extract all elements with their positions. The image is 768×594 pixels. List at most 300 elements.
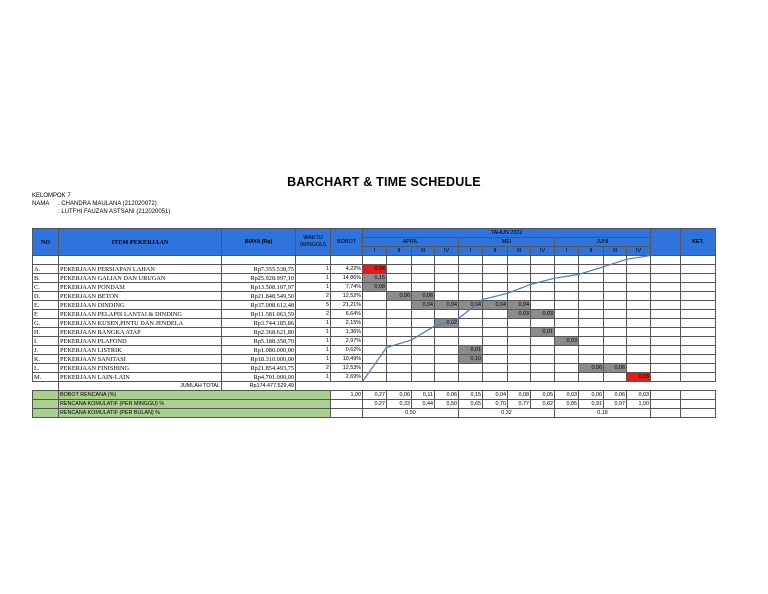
row-waktu: 1 [296, 337, 331, 346]
header-item: ITEM PEKERJAAN [59, 229, 222, 256]
row-blank [651, 301, 681, 310]
spacer-cell [33, 256, 59, 265]
schedule-cell: 0,03 [627, 373, 651, 382]
header-week: III [508, 247, 531, 256]
row-no: K. [33, 355, 59, 364]
schedule-cell [604, 319, 627, 328]
header-month: MEI [459, 238, 555, 247]
schedule-cell [627, 355, 651, 364]
schedule-cell [412, 283, 435, 292]
schedule-cell [555, 310, 579, 319]
row-item: PEKERJAAN BETON [59, 292, 222, 301]
schedule-cell: 0,03 [508, 310, 531, 319]
row-item: PEKERJAAN PLAFOND [59, 337, 222, 346]
schedule-cell [508, 355, 531, 364]
schedule-cell [412, 364, 435, 373]
bobot-rencana-value: 0,05 [531, 391, 555, 400]
schedule-cell [435, 346, 459, 355]
schedule-cell [483, 310, 508, 319]
row-biaya: Rp21.848.549,50 [222, 292, 296, 301]
schedule-cell [459, 292, 483, 301]
row-bobot: 4,22% [331, 265, 363, 274]
bobot-rencana-label: BOBOT RENCANA (%) [59, 391, 331, 400]
jumlah-empty [604, 382, 627, 391]
row-waktu: 1 [296, 319, 331, 328]
jumlah-empty [412, 382, 435, 391]
kom-minggu-value: 0,33 [387, 400, 412, 409]
schedule-cell [459, 337, 483, 346]
schedule-cell [627, 310, 651, 319]
schedule-cell [555, 355, 579, 364]
schedule-cell [459, 364, 483, 373]
schedule-cell [412, 337, 435, 346]
schedule-cell [483, 355, 508, 364]
kom-bulan-total [331, 409, 363, 418]
row-ket [681, 364, 716, 373]
schedule-cell [579, 319, 604, 328]
schedule-cell [483, 319, 508, 328]
row-no: H. [33, 328, 59, 337]
schedule-cell [579, 301, 604, 310]
schedule-cell [627, 319, 651, 328]
schedule-cell [579, 292, 604, 301]
schedule-cell [531, 319, 555, 328]
row-bobot: 1,36% [331, 328, 363, 337]
bobot-rencana-total: 1,00 [331, 391, 363, 400]
schedule-cell: 0,04 [412, 301, 435, 310]
schedule-cell [627, 292, 651, 301]
bobot-rencana-value: 0,04 [483, 391, 508, 400]
spacer-cell [579, 256, 604, 265]
bobot-rencana-value: 0,27 [363, 391, 387, 400]
row-ket [681, 355, 716, 364]
schedule-cell [387, 364, 412, 373]
jumlah-empty [483, 382, 508, 391]
table-row [33, 346, 716, 355]
schedule-cell [483, 328, 508, 337]
kom-minggu-no [33, 400, 59, 409]
kom-minggu-value: 0,44 [412, 400, 435, 409]
schedule-cell [604, 265, 627, 274]
row-ket [681, 337, 716, 346]
row-biaya: Rp37.008.612,48 [222, 301, 296, 310]
schedule-cell [412, 346, 435, 355]
row-bobot: 2,69% [331, 373, 363, 382]
header-bobot: BOBOT [331, 229, 363, 256]
schedule-cell: 0,01 [531, 328, 555, 337]
schedule-cell [412, 355, 435, 364]
row-item: PEKERJAAN PERSIAPAN LAHAN [59, 265, 222, 274]
header-week: II [387, 247, 412, 256]
row-biaya: Rp7.355.538,75 [222, 265, 296, 274]
row-biaya: Rp2.368.621,80 [222, 328, 296, 337]
bobot-rencana-value: 0,03 [627, 391, 651, 400]
schedule-cell [435, 337, 459, 346]
schedule-cell [604, 283, 627, 292]
header-week: II [579, 247, 604, 256]
kom-bulan-value: 0,18 [555, 409, 651, 418]
schedule-cell: 0,15 [363, 274, 387, 283]
schedule-cell [412, 328, 435, 337]
schedule-cell [579, 274, 604, 283]
schedule-cell [483, 283, 508, 292]
schedule-cell [483, 292, 508, 301]
schedule-cell [363, 319, 387, 328]
header-week: III [604, 247, 627, 256]
schedule-cell [363, 301, 387, 310]
jumlah-empty [579, 382, 604, 391]
schedule-cell: 0,02 [435, 319, 459, 328]
schedule-cell [579, 265, 604, 274]
bobot-rencana-no [33, 391, 59, 400]
schedule-cell [579, 337, 604, 346]
schedule-cell [555, 265, 579, 274]
schedule-cell: 0,03 [531, 310, 555, 319]
spacer-cell [627, 256, 651, 265]
bobot-rencana-value: 0,11 [412, 391, 435, 400]
spacer-cell [296, 256, 331, 265]
row-item: PEKERJAAN LISTRIK [59, 346, 222, 355]
table-row [33, 364, 716, 373]
schedule-cell [508, 328, 531, 337]
schedule-cell: 0,04 [483, 301, 508, 310]
row-no: M. [33, 373, 59, 382]
kom-bulan-ket [681, 409, 716, 418]
row-blank [651, 274, 681, 283]
schedule-cell [483, 364, 508, 373]
row-biaya: Rp21.854.493,75 [222, 364, 296, 373]
row-item: PEKERJAAN PELAPIS LANTAI & DINDING [59, 310, 222, 319]
schedule-cell [387, 274, 412, 283]
schedule-cell [363, 292, 387, 301]
row-blank [651, 328, 681, 337]
row-blank [651, 337, 681, 346]
row-ket [681, 373, 716, 382]
schedule-cell [627, 283, 651, 292]
row-bobot: 0,62% [331, 346, 363, 355]
bobot-rencana-value: 0,06 [579, 391, 604, 400]
schedule-cell: 0,06 [387, 292, 412, 301]
schedule-cell [387, 373, 412, 382]
schedule-cell [508, 373, 531, 382]
row-item: PEKERJAAN SANITASI [59, 355, 222, 364]
spacer-cell [222, 256, 296, 265]
header-waktu: WAKTU (MINGGU) [296, 229, 331, 256]
spacer-cell [435, 256, 459, 265]
schedule-cell [459, 274, 483, 283]
schedule-cell: 0,04 [459, 301, 483, 310]
spacer-cell [459, 256, 483, 265]
schedule-cell [435, 274, 459, 283]
table-row [33, 373, 716, 382]
schedule-cell [579, 355, 604, 364]
spacer-cell [387, 256, 412, 265]
row-blank [651, 355, 681, 364]
row-no: J. [33, 346, 59, 355]
spacer-cell [681, 256, 716, 265]
kom-minggu-value: 0,82 [531, 400, 555, 409]
schedule-cell [435, 265, 459, 274]
spacer-cell [483, 256, 508, 265]
row-blank [651, 373, 681, 382]
member-name-2: : LUTFHI FAUZAN ASTSANI (212020051) [58, 209, 171, 215]
kom-minggu-value: 0,70 [483, 400, 508, 409]
row-biaya: Rp4.701.000,00 [222, 373, 296, 382]
schedule-cell [627, 328, 651, 337]
jumlah-no [33, 382, 59, 391]
schedule-cell [508, 337, 531, 346]
schedule-cell [555, 328, 579, 337]
schedule-cell [483, 265, 508, 274]
schedule-cell [604, 328, 627, 337]
jumlah-empty [331, 382, 363, 391]
row-bobot: 6,64% [331, 310, 363, 319]
row-ket [681, 319, 716, 328]
schedule-cell: 0,04 [435, 301, 459, 310]
schedule-cell [508, 346, 531, 355]
table-row [33, 328, 716, 337]
schedule-cell [579, 373, 604, 382]
row-waktu: 1 [296, 265, 331, 274]
schedule-cell [387, 283, 412, 292]
schedule-cell [435, 364, 459, 373]
schedule-cell [435, 355, 459, 364]
schedule-cell [555, 274, 579, 283]
row-waktu: 1 [296, 328, 331, 337]
schedule-cell [459, 319, 483, 328]
row-biaya: Rp3.744.185,86 [222, 319, 296, 328]
row-no: B. [33, 274, 59, 283]
schedule-cell [604, 310, 627, 319]
header-week: II [483, 247, 508, 256]
row-item: PEKERJAAN FINISHING [59, 364, 222, 373]
schedule-cell [412, 265, 435, 274]
schedule-cell [555, 292, 579, 301]
spacer-cell [604, 256, 627, 265]
kom-minggu-value: 0,50 [435, 400, 459, 409]
table-row [33, 265, 716, 274]
row-no: C. [33, 283, 59, 292]
row-bobot: 12,52% [331, 292, 363, 301]
row-ket [681, 265, 716, 274]
header-week: IV [435, 247, 459, 256]
schedule-cell [555, 373, 579, 382]
schedule-cell [387, 310, 412, 319]
jumlah-value: Rp174.477.529,49 [222, 382, 296, 391]
row-item: PEKERJAAN DINDING [59, 301, 222, 310]
kom-bulan-blank [651, 409, 681, 418]
table-row [33, 283, 716, 292]
row-ket [681, 328, 716, 337]
row-no: I. [33, 337, 59, 346]
schedule-cell [387, 346, 412, 355]
row-no: D. [33, 292, 59, 301]
schedule-cell [459, 265, 483, 274]
row-blank [651, 265, 681, 274]
schedule-cell [579, 328, 604, 337]
schedule-cell [459, 373, 483, 382]
row-ket [681, 292, 716, 301]
row-waktu: 2 [296, 292, 331, 301]
schedule-cell [363, 355, 387, 364]
schedule-cell [555, 283, 579, 292]
schedule-cell [412, 373, 435, 382]
jumlah-empty [459, 382, 483, 391]
jumlah-empty [296, 382, 331, 391]
jumlah-empty [531, 382, 555, 391]
table-row [33, 319, 716, 328]
member-name-1: : CHANDRA MAULANA (212020072) [58, 201, 157, 207]
schedule-cell [579, 310, 604, 319]
schedule-cell [508, 283, 531, 292]
spacer-cell [555, 256, 579, 265]
kom-minggu-blank [651, 400, 681, 409]
row-blank [651, 346, 681, 355]
kom-bulan-label: RENCANA KOMULATIF (PER BULAN) % [59, 409, 331, 418]
row-bobot: 2,15% [331, 319, 363, 328]
bobot-rencana-value: 0,15 [459, 391, 483, 400]
schedule-cell [483, 373, 508, 382]
schedule-cell [483, 337, 508, 346]
schedule-cell [363, 346, 387, 355]
schedule-cell [508, 292, 531, 301]
schedule-cell: 0,08 [363, 283, 387, 292]
schedule-cell [627, 364, 651, 373]
schedule-cell [412, 310, 435, 319]
jumlah-empty [681, 382, 716, 391]
nama-label: NAMA [32, 201, 50, 207]
row-waktu: 1 [296, 373, 331, 382]
jumlah-empty [508, 382, 531, 391]
row-bobot: 14,86% [331, 274, 363, 283]
schedule-cell [508, 265, 531, 274]
schedule-cell [531, 364, 555, 373]
row-biaya: Rp1.080.000,00 [222, 346, 296, 355]
schedule-cell [604, 292, 627, 301]
schedule-cell: 0,04 [508, 301, 531, 310]
row-ket [681, 283, 716, 292]
row-blank [651, 292, 681, 301]
schedule-cell [604, 337, 627, 346]
row-item: PEKERJAAN LAIN-LAIN [59, 373, 222, 382]
row-waktu: 1 [296, 274, 331, 283]
schedule-cell: 0,06 [604, 364, 627, 373]
row-bobot: 2,97% [331, 337, 363, 346]
schedule-cell [531, 337, 555, 346]
row-item: PEKERJAAN KUSEN,PINTU DAN JENDELA [59, 319, 222, 328]
row-waktu: 5 [296, 301, 331, 310]
row-no: A. [33, 265, 59, 274]
schedule-cell [531, 283, 555, 292]
schedule-cell: 0,03 [555, 337, 579, 346]
row-item: PEKERJAAN RANGKA ATAP [59, 328, 222, 337]
group-label: KELOMPOK 7 [32, 193, 71, 199]
spacer-cell [412, 256, 435, 265]
row-biaya: Rp18.310.000,00 [222, 355, 296, 364]
schedule-cell [387, 319, 412, 328]
jumlah-label: JUMLAH TOTAL [59, 382, 222, 391]
schedule-cell [483, 346, 508, 355]
table-row [33, 274, 716, 283]
schedule-cell [387, 301, 412, 310]
schedule-cell [531, 301, 555, 310]
schedule-cell [604, 301, 627, 310]
schedule-cell [363, 337, 387, 346]
row-item: PEKERJAAN GALIAN DAN URUGAN [59, 274, 222, 283]
schedule-cell: 0,06 [579, 364, 604, 373]
schedule-cell [555, 319, 579, 328]
kom-bulan-value: 0,50 [363, 409, 459, 418]
row-waktu: 1 [296, 346, 331, 355]
schedule-cell [387, 328, 412, 337]
row-bobot: 12,53% [331, 364, 363, 373]
schedule-cell [363, 328, 387, 337]
row-biaya: Rp13.508.107,97 [222, 283, 296, 292]
schedule-cell [555, 301, 579, 310]
kom-minggu-value: 0,27 [363, 400, 387, 409]
row-biaya: Rp25.928.997,10 [222, 274, 296, 283]
schedule-cell [435, 373, 459, 382]
row-blank [651, 283, 681, 292]
schedule-cell [508, 319, 531, 328]
schedule-cell [412, 274, 435, 283]
schedule-cell: 0,10 [459, 355, 483, 364]
header-blank [651, 229, 681, 256]
jumlah-empty [627, 382, 651, 391]
header-tahun: TAHUN 2022 [363, 229, 651, 238]
row-ket [681, 301, 716, 310]
schedule-cell [531, 346, 555, 355]
kom-minggu-total [331, 400, 363, 409]
kom-bulan-value: 0,32 [459, 409, 555, 418]
schedule-cell [363, 364, 387, 373]
schedule-cell [555, 364, 579, 373]
header-week: I [363, 247, 387, 256]
schedule-cell [508, 364, 531, 373]
schedule-cell [459, 328, 483, 337]
schedule-cell [555, 346, 579, 355]
kom-minggu-value: 0,65 [459, 400, 483, 409]
header-week: IV [531, 247, 555, 256]
header-no: NO [33, 229, 59, 256]
bobot-rencana-value: 0,06 [604, 391, 627, 400]
table-row [33, 355, 716, 364]
schedule-cell [627, 274, 651, 283]
schedule-cell [435, 328, 459, 337]
row-blank [651, 319, 681, 328]
row-waktu: 2 [296, 310, 331, 319]
bobot-rencana-value: 0,03 [555, 391, 579, 400]
jumlah-empty [435, 382, 459, 391]
spacer-cell [363, 256, 387, 265]
schedule-cell [579, 283, 604, 292]
schedule-cell [604, 355, 627, 364]
schedule-cell [435, 292, 459, 301]
schedule-cell [579, 346, 604, 355]
kom-minggu-value: 0,77 [508, 400, 531, 409]
row-ket [681, 274, 716, 283]
row-no: G. [33, 319, 59, 328]
schedule-cell [627, 301, 651, 310]
row-blank [651, 364, 681, 373]
spacer-cell [651, 256, 681, 265]
schedule-cell [435, 310, 459, 319]
bobot-rencana-value: 0,06 [387, 391, 412, 400]
header-biaya: BIAYA (Rp) [222, 229, 296, 256]
schedule-cell: 0,01 [459, 346, 483, 355]
row-biaya: Rp11.581.063,59 [222, 310, 296, 319]
kom-minggu-ket [681, 400, 716, 409]
